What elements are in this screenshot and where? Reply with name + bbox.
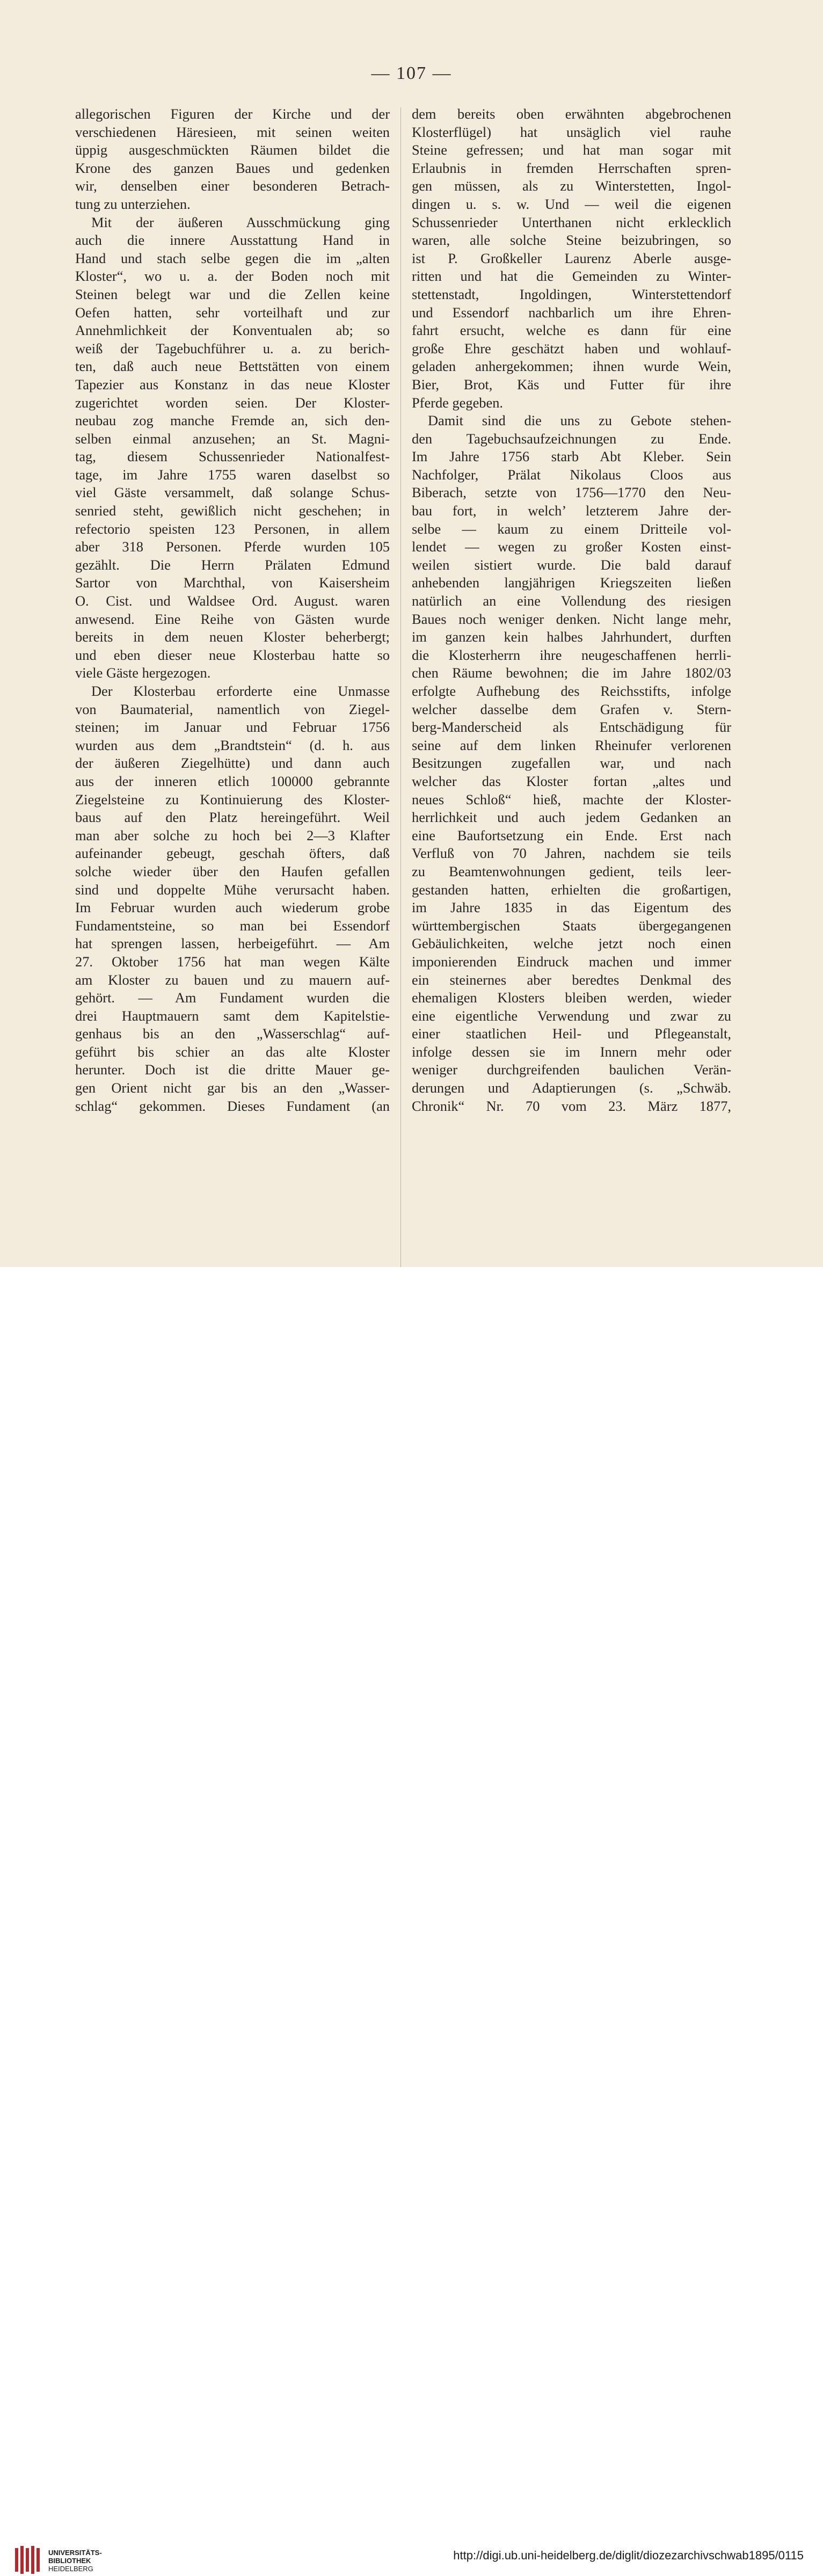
text-line: steinen; im Januar und Februar 1756 [75,719,390,736]
text-line: hat sprengen lassen, herbeigeführt. — Am [75,935,390,952]
text-line: anhebenden langjährigen Kriegszeiten ließen [412,574,731,591]
text-line: auch die innere Ausstattung Hand in [75,232,390,249]
text-line: ehemaligen Klosters bleiben werden, wieder [412,989,731,1006]
text-line: Klosterflügel) hat unsäglich viel rauhe [412,123,731,140]
library-name-line-2: BIBLIOTHEK [48,2557,91,2565]
text-line: welcher dasselbe dem Grafen v. Stern- [412,701,731,717]
text-line: Baues noch weniger denken. Nicht lange mehr, [412,610,731,627]
text-line: ritten und hat die Gemeinden zu Winter- [412,268,731,285]
text-line: gehört. — Am Fundament wurden die [75,989,390,1006]
text-line: stettenstadt, Ingoldingen, Winterstettendorf [412,286,731,302]
text-line: große Ehre geschätzt haben und wohlauf- [412,340,731,356]
text-line: weilen sistiert wurde. Die bald darauf [412,556,731,573]
text-line: und Essendorf nachbarlich um ihre Ehren- [412,304,731,321]
text-line: imponierenden Eindruck machen und immer [412,953,731,970]
text-line: gen Orient nicht gar bis an den „Wasser- [75,1080,390,1096]
university-library-logo-icon [12,2544,44,2576]
text-line: Im Februar wurden auch wiederum grobe [75,899,390,916]
text-line: Krone des ganzen Baues und gedenken [75,159,390,176]
text-line: O. Cist. und Waldsee Ord. August. waren [75,593,390,609]
text-line: welcher das Kloster fortan „altes und [412,773,731,789]
text-line: 27. Oktober 1756 hat man wegen Kälte [75,953,390,970]
text-line: am Kloster zu bauen und zu mauern auf- [75,971,390,988]
text-line: genhaus bis an den „Wasserschlag“ auf- [75,1025,390,1042]
text-line: ist P. Großkeller Laurenz Aberle ausge- [412,250,731,266]
text-line: natürlich an eine Vollendung des riesigen [412,593,731,609]
text-line: viele Gäste hergezogen. [75,665,211,681]
text-line: aufeinander gebeugt, geschah öfters, daß [75,845,390,862]
text-line: weiß der Tagebuchführer u. a. zu berich- [75,340,390,356]
text-line: ten, daß auch neue Bettstätten von einem [75,358,390,375]
text-line: von Baumaterial, namentlich von Ziegel- [75,701,390,717]
text-line: Oefen hatten, sehr vorteilhaft und zur [75,304,390,321]
text-line: derungen und Adaptierungen (s. „Schwäb. [412,1080,731,1096]
library-name-line-1: UNIVERSITÄTS- [48,2549,102,2557]
text-line: Annehmlichkeit der Konventualen ab; so [75,322,390,339]
text-line: Gebäulichkeiten, welche jetzt noch einen [412,935,731,952]
library-name-line-3: HEIDELBERG [48,2565,93,2573]
text-line: gezählt. Die Herrn Prälaten Edmund [75,556,390,573]
text-line: herrlichkeit und auch jedem Gedanken an [412,809,731,826]
text-line: viel Gäste versammelt, daß solange Schus- [75,484,390,501]
page-number: — 107 — [371,63,452,83]
column-divider [400,107,401,1278]
text-line: Bier, Brot, Käs und Futter für ihre [412,376,731,392]
text-line: Nachfolger, Prälat Nikolaus Cloos aus [412,466,731,483]
text-line: fahrt ersucht, welche es dann für eine [412,322,731,339]
left-text-column [75,105,390,1115]
text-line: einer staatlichen Heil- und Pflegeanstalt, [412,1025,731,1042]
text-line: ein steinernes aber beredtes Denkmal des [412,971,731,988]
text-line: anwesend. Eine Reihe von Gästen wurde [75,610,390,627]
text-line: Verfluß von 70 Jahren, nachdem sie teils [412,845,731,862]
text-line: Erlaubnis in fremden Herrschaften spren- [412,159,731,176]
text-line: aber 318 Personen. Pferde wurden 105 [75,539,390,555]
text-line: Chronik“ Nr. 70 vom 23. März 1877, [412,1097,731,1114]
library-name [48,2549,102,2573]
text-line: die Klosterherrn ihre neugeschaffenen herrli- [412,646,731,663]
text-line: baus auf den Platz hereingeführt. Weil [75,809,390,826]
text-line: seine auf dem linken Rheinufer verlorenen [412,737,731,753]
text-line: geführt bis schier an das alte Kloster [75,1043,390,1060]
text-line: württembergischen Staats übergegangenen [412,917,731,934]
text-line: Tapezier aus Konstanz in das neue Kloster [75,376,390,392]
text-line: infolge dessen sie im Innern mehr oder [412,1043,731,1060]
text-line: eine eigentliche Verwendung und zwar zu [412,1007,731,1024]
text-line: Im Jahre 1756 starb Abt Kleber. Sein [412,448,731,465]
text-line: gestanden hatten, erhielten die großartigen, [412,881,731,898]
text-line: berg-Manderscheid als Entschädigung für [412,719,731,736]
text-line: und eben dieser neue Klosterbau hatte so [75,646,390,663]
text-line: waren, alle solche Steine beizubringen, so [412,232,731,249]
text-line: selben einmal anzusehen; an St. Magni- [75,430,390,447]
text-line: herunter. Doch ist die dritte Mauer ge- [75,1061,390,1078]
text-line: schlag“ gekommen. Dieses Fundament (an [75,1097,390,1114]
text-line: Ziegelsteine zu Kontinuierung des Kloster- [75,791,390,807]
text-line: Fundamentsteine, so man bei Essendorf [75,917,390,934]
text-line: wurden aus dem „Brandtstein“ (d. h. aus [75,737,390,753]
text-line: tung zu unterziehen. [75,195,191,212]
text-line: neues Schloß“ hieß, machte der Kloster- [412,791,731,807]
text-line: neubau zog manche Fremde an, sich den- [75,412,390,429]
text-line: Hand und stach selbe gegen die im „alten [75,250,390,266]
source-url-link[interactable]: http://digi.ub.uni-heidelberg.de/diglit/diozezarchivschwab1895/0115 [453,2549,804,2562]
text-line: eine Baufortsetzung ein Ende. Erst nach [412,827,731,843]
text-line: solche wieder über den Haufen gefallen [75,863,390,879]
text-line: Mit der äußeren Ausschmückung ging [91,214,390,230]
text-line: senried steht, gewißlich nicht geschehen; in [75,503,390,519]
text-line: zugerichtet worden seien. Der Kloster- [75,394,390,411]
text-line: im Jahre 1835 in das Eigentum des [412,899,731,916]
text-line: Sartor von Marchthal, von Kaisersheim [75,574,390,591]
text-line: wir, denselben einer besonderen Betrach- [75,178,390,194]
text-line: erfolgte Aufhebung des Reichsstifts, infolge [412,683,731,699]
text-line: dem bereits oben erwähnten abgebrochenen [412,106,731,122]
text-line: Biberach, setzte von 1756—1770 den Neu- [412,484,731,501]
text-line: zu Beamtenwohnungen gedient, teils leer- [412,863,731,879]
text-line: Damit sind die uns zu Gebote stehen- [428,412,731,429]
text-line: weniger durchgreifenden baulichen Verän- [412,1061,731,1078]
text-line: gen müssen, als zu Winterstetten, Ingol- [412,178,731,194]
text-line: aus der inneren etlich 100000 gebrannte [75,773,390,789]
text-line: refectorio speisten 123 Personen, in allem [75,520,390,537]
text-line: Der Klosterbau erforderte eine Unmasse [91,683,390,699]
text-line: sind und doppelte Mühe verursacht haben. [75,881,390,898]
text-line: chen Räume bewohnen; die im Jahre 1802/03 [412,665,731,681]
text-line: der äußeren Ziegelhütte) und dann auch [75,755,390,772]
text-line: Kloster“, wo u. a. der Boden noch mit [75,268,390,285]
text-line: bau fort, in welch’ letzterem Jahre der- [412,503,731,519]
text-line: Steine gefressen; und hat man sogar mit [412,142,731,158]
scanned-page [0,0,823,1267]
text-line: tage, im Jahre 1755 waren daselbst so [75,466,390,483]
text-line: tag, diesem Schussenrieder Nationalfest- [75,448,390,465]
text-line: allegorischen Figuren der Kirche und der [75,106,390,122]
text-line: dingen u. s. w. Und — weil die eigenen [412,195,731,212]
right-text-column [412,105,731,1115]
text-line: den Tagebuchsaufzeichnungen zu Ende. [412,430,731,447]
footer-bar [0,1267,823,2573]
text-line: Pferde gegeben. [412,394,503,411]
text-line: Besitzungen zugefallen war, und nach [412,755,731,772]
text-line: Steinen belegt war und die Zellen keine [75,286,390,302]
text-line: drei Hauptmauern samt dem Kapitelstie- [75,1007,390,1024]
text-line: Schussenrieder Unterthanen nicht erklecklich [412,214,731,230]
text-line: verschiedenen Häresieen, mit seinen weiten [75,123,390,140]
text-line: üppig ausgeschmückten Räumen bildet die [75,142,390,158]
text-line: selbe — kaum zu einem Dritteile vol- [412,520,731,537]
text-line: man aber solche zu hoch bei 2—3 Klafter [75,827,390,843]
text-line: lendet — wegen zu großer Kosten einst- [412,539,731,555]
text-line: bereits in dem neuen Kloster beherbergt; [75,629,390,645]
text-line: geladen anhergekommen; ihnen wurde Wein, [412,358,731,375]
text-line: im ganzen kein halbes Jahrhundert, durften [412,629,731,645]
